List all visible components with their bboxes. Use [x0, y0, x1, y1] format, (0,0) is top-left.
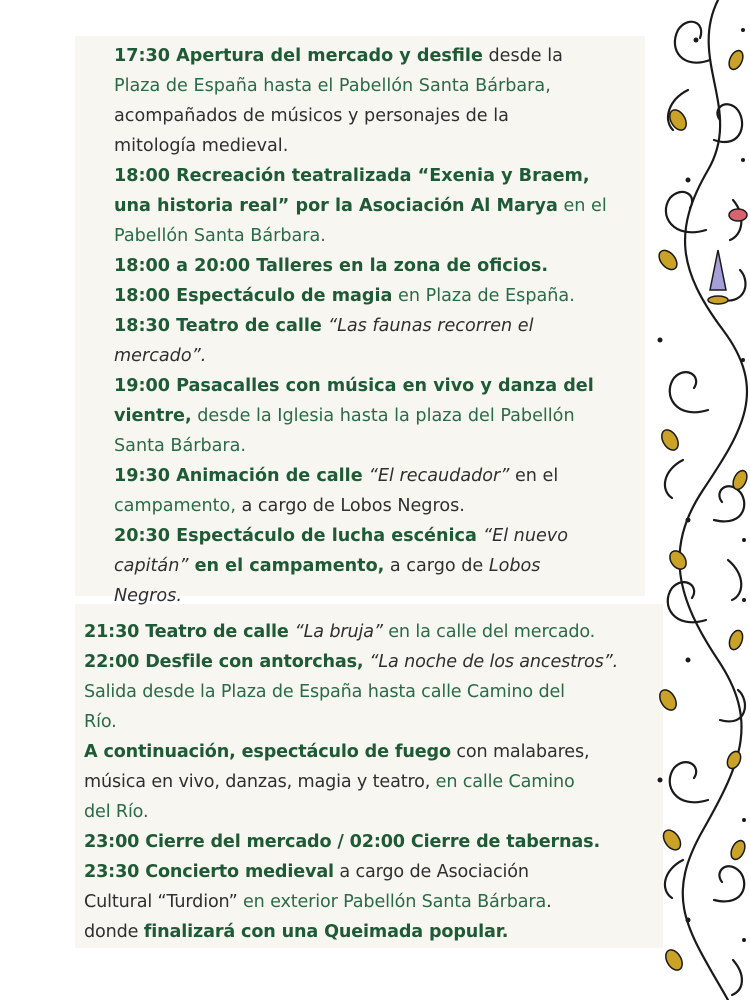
schedule-text-segment: “El recaudador”	[368, 466, 510, 486]
schedule-text-segment: “El nuevo	[482, 526, 568, 546]
schedule-text-segment: en la calle del mercado.	[382, 622, 596, 642]
schedule-line	[114, 221, 654, 251]
schedule-text-segment: 17:30 Apertura del mercado y desfile	[114, 46, 483, 66]
schedule-text-segment: “La bruja”	[294, 622, 383, 642]
schedule-line	[114, 431, 654, 461]
schedule-text-segment: “La noche de los ancestros”.	[369, 652, 619, 672]
schedule-text-segment: a cargo de	[384, 556, 489, 576]
schedule-text-segment: desde la Iglesia hasta la plaza del Pabellón	[191, 406, 575, 426]
schedule-text-segment: 23:30 Concierto medieval	[84, 862, 334, 882]
schedule-line	[114, 491, 654, 521]
schedule-text-segment: campamento,	[114, 496, 236, 516]
schedule-text-segment: en el	[557, 196, 607, 216]
schedule-text-segment: capitán”	[114, 556, 189, 576]
schedule-text-segment: acompañados de músicos y personajes de la	[114, 106, 509, 126]
schedule-text-segment: mercado”.	[114, 346, 207, 366]
schedule-line	[114, 521, 654, 551]
schedule-line	[114, 191, 654, 221]
schedule-text-segment: una historia real” por la Asociación Al Marya	[114, 196, 558, 216]
schedule-line	[114, 401, 654, 431]
schedule-text-segment: Plaza de España hasta el Pabellón Santa Bárbara,	[114, 76, 551, 96]
schedule-text-segment: Santa Bárbara.	[114, 436, 247, 456]
schedule-text-segment: Lobos	[488, 556, 541, 576]
schedule-line	[114, 281, 654, 311]
schedule-text-segment: en el	[509, 466, 559, 486]
schedule-text-segment: 19:00 Pasacalles con música en vivo y danza del	[114, 376, 594, 396]
schedule-text-segment: en el campamento,	[188, 556, 385, 576]
schedule-text-segment: Pabellón Santa Bárbara.	[114, 226, 326, 246]
schedule-line	[84, 797, 674, 827]
schedule-text-segment: donde	[84, 922, 144, 942]
schedule-line	[84, 737, 674, 767]
schedule-line	[84, 707, 674, 737]
schedule-text-segment: del Río.	[84, 802, 149, 822]
schedule-line	[84, 887, 674, 917]
schedule-text-segment: A continuación, espectáculo de fuego	[84, 742, 451, 762]
floral-ornament-icon	[648, 0, 750, 1000]
schedule-text-segment: 19:30 Animación de calle	[114, 466, 369, 486]
schedule-text-segment: 20:30 Espectáculo de lucha escénica	[114, 526, 483, 546]
schedule-text-segment: “Las faunas recorren el	[327, 316, 534, 336]
schedule-text-segment: en exterior Pabellón Santa Bárbara	[237, 892, 547, 912]
schedule-line	[114, 101, 654, 131]
schedule-text-segment: 18:00 Recreación teatralizada “Exenia y Braem,	[114, 166, 590, 186]
schedule-line	[114, 41, 654, 71]
schedule-block-top	[114, 41, 654, 611]
schedule-line	[114, 371, 654, 401]
schedule-text-segment: 18:30 Teatro de calle	[114, 316, 328, 336]
schedule-line	[84, 617, 674, 647]
schedule-line	[114, 131, 654, 161]
schedule-line	[114, 71, 654, 101]
schedule-text-segment: 18:00 a 20:00 Talleres en la zona de oficios.	[114, 256, 549, 276]
schedule-text-segment: 18:00 Espectáculo de magia	[114, 286, 393, 306]
schedule-text-segment: 21:30 Teatro de calle	[84, 622, 295, 642]
schedule-line	[114, 581, 654, 611]
schedule-text-segment: en calle Camino	[430, 772, 575, 792]
schedule-line	[114, 461, 654, 491]
schedule-line	[84, 767, 674, 797]
schedule-text-segment: finalizará con una Queimada popular.	[143, 922, 509, 942]
schedule-text-segment: desde la	[482, 46, 563, 66]
schedule-text-segment: 22:00 Desfile con antorchas,	[84, 652, 370, 672]
schedule-text-segment: en Plaza de España.	[392, 286, 575, 306]
schedule-text-segment: a cargo de Lobos Negros.	[235, 496, 465, 516]
schedule-text-segment: Río.	[84, 712, 117, 732]
schedule-text-segment: música en vivo, danzas, magia y teatro,	[84, 772, 431, 792]
schedule-line	[114, 161, 654, 191]
schedule-line	[84, 917, 674, 947]
schedule-block-bottom	[84, 617, 674, 947]
schedule-line	[84, 647, 674, 677]
schedule-text-segment: 23:00 Cierre del mercado / 02:00 Cierre de tabernas.	[84, 832, 601, 852]
schedule-line	[84, 827, 674, 857]
schedule-text-segment: Cultural “Turdion”	[84, 892, 238, 912]
schedule-line	[84, 857, 674, 887]
schedule-text-segment: .	[546, 892, 552, 912]
schedule-line	[114, 341, 654, 371]
schedule-line	[114, 551, 654, 581]
schedule-text-segment: mitología medieval.	[114, 136, 289, 156]
schedule-text-segment: con malabares,	[450, 742, 590, 762]
schedule-text-segment: Salida desde la Plaza de España hasta calle Camino del	[84, 682, 565, 702]
schedule-text-segment: a cargo de Asociación	[333, 862, 529, 882]
schedule-line	[114, 251, 654, 281]
schedule-line	[114, 311, 654, 341]
schedule-line	[84, 677, 674, 707]
schedule-text-segment: Negros.	[114, 586, 182, 606]
schedule-text-segment: vientre,	[114, 406, 192, 426]
